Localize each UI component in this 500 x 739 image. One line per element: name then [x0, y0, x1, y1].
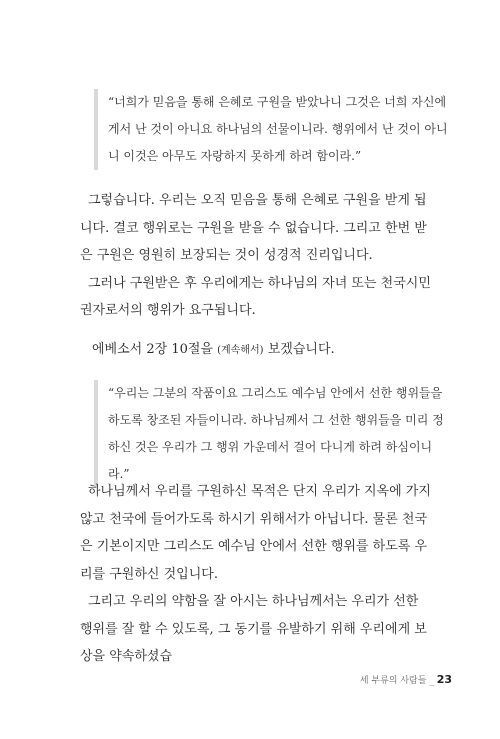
verse-intro: [92, 338, 335, 357]
page-footer: [360, 673, 452, 686]
running-title: 세 부류의 사람들: [359, 676, 427, 686]
block-quote-ephesians-2-8-9: [94, 89, 448, 170]
verse-intro-after: 보겠습니다.: [263, 342, 335, 357]
quote-text: “우리는 그분의 작품이요 그리스도 예수님 안에서 선한 행위들을 하도록 창조된 자들이니라. 하나님께서 그 선한 행위들을 미리 정하신 것은 우리가 그 행위 가운데서 걸어 다니게 하려 하심이니라.”: [108, 386, 444, 481]
block-quote-ephesians-2-10: [94, 380, 448, 488]
page-number: 23: [436, 673, 452, 686]
footer-separator: _: [429, 676, 434, 686]
body-paragraph-2: [80, 478, 434, 671]
quote-text: “너희가 믿음을 통해 은혜로 구원을 받았나니 그것은 너희 자신에게서 난 것이 아니요 하나님의 선물이니라. 행위에서 난 것이 아니니 이것은 아무도 자랑하지 못하게 하려 함이라.”: [108, 95, 448, 163]
paragraph: 하나님께서 우리를 구원하신 목적은 단지 우리가 지옥에 가지 않고 천국에 들어가도록 하시기 위해서가 아닙니다. 물론 천국은 기본이지만 그리스도 예수님 안에서 선한 행위를 하도록 우리를 구원하신 것입니다.: [80, 484, 431, 582]
paragraph: 그러나 구원받은 후 우리에게는 하나님의 자녀 또는 천국시민권자로서의 행위가 요구됩니다.: [80, 275, 431, 318]
paragraph: 그렇습니다. 우리는 오직 믿음을 통해 은혜로 구원을 받게 됩니다. 결코 행위로는 구원을 받을 수 없습니다. 그리고 한번 받은 구원은 영원히 보장되는 것이 성경적 진리입니다.: [80, 193, 427, 263]
body-paragraph-1: [80, 187, 434, 325]
paragraph: 그리고 우리의 약함을 잘 아시는 하나님께서는 우리가 선한 행위를 잘 할 수 있도록, 그 동기를 유발하기 위해 우리에게 보상을 약속하셨습: [80, 594, 427, 664]
verse-intro-before: 에베소서 2장 10절을: [92, 342, 218, 357]
verse-intro-note: (계속해서): [217, 345, 264, 356]
